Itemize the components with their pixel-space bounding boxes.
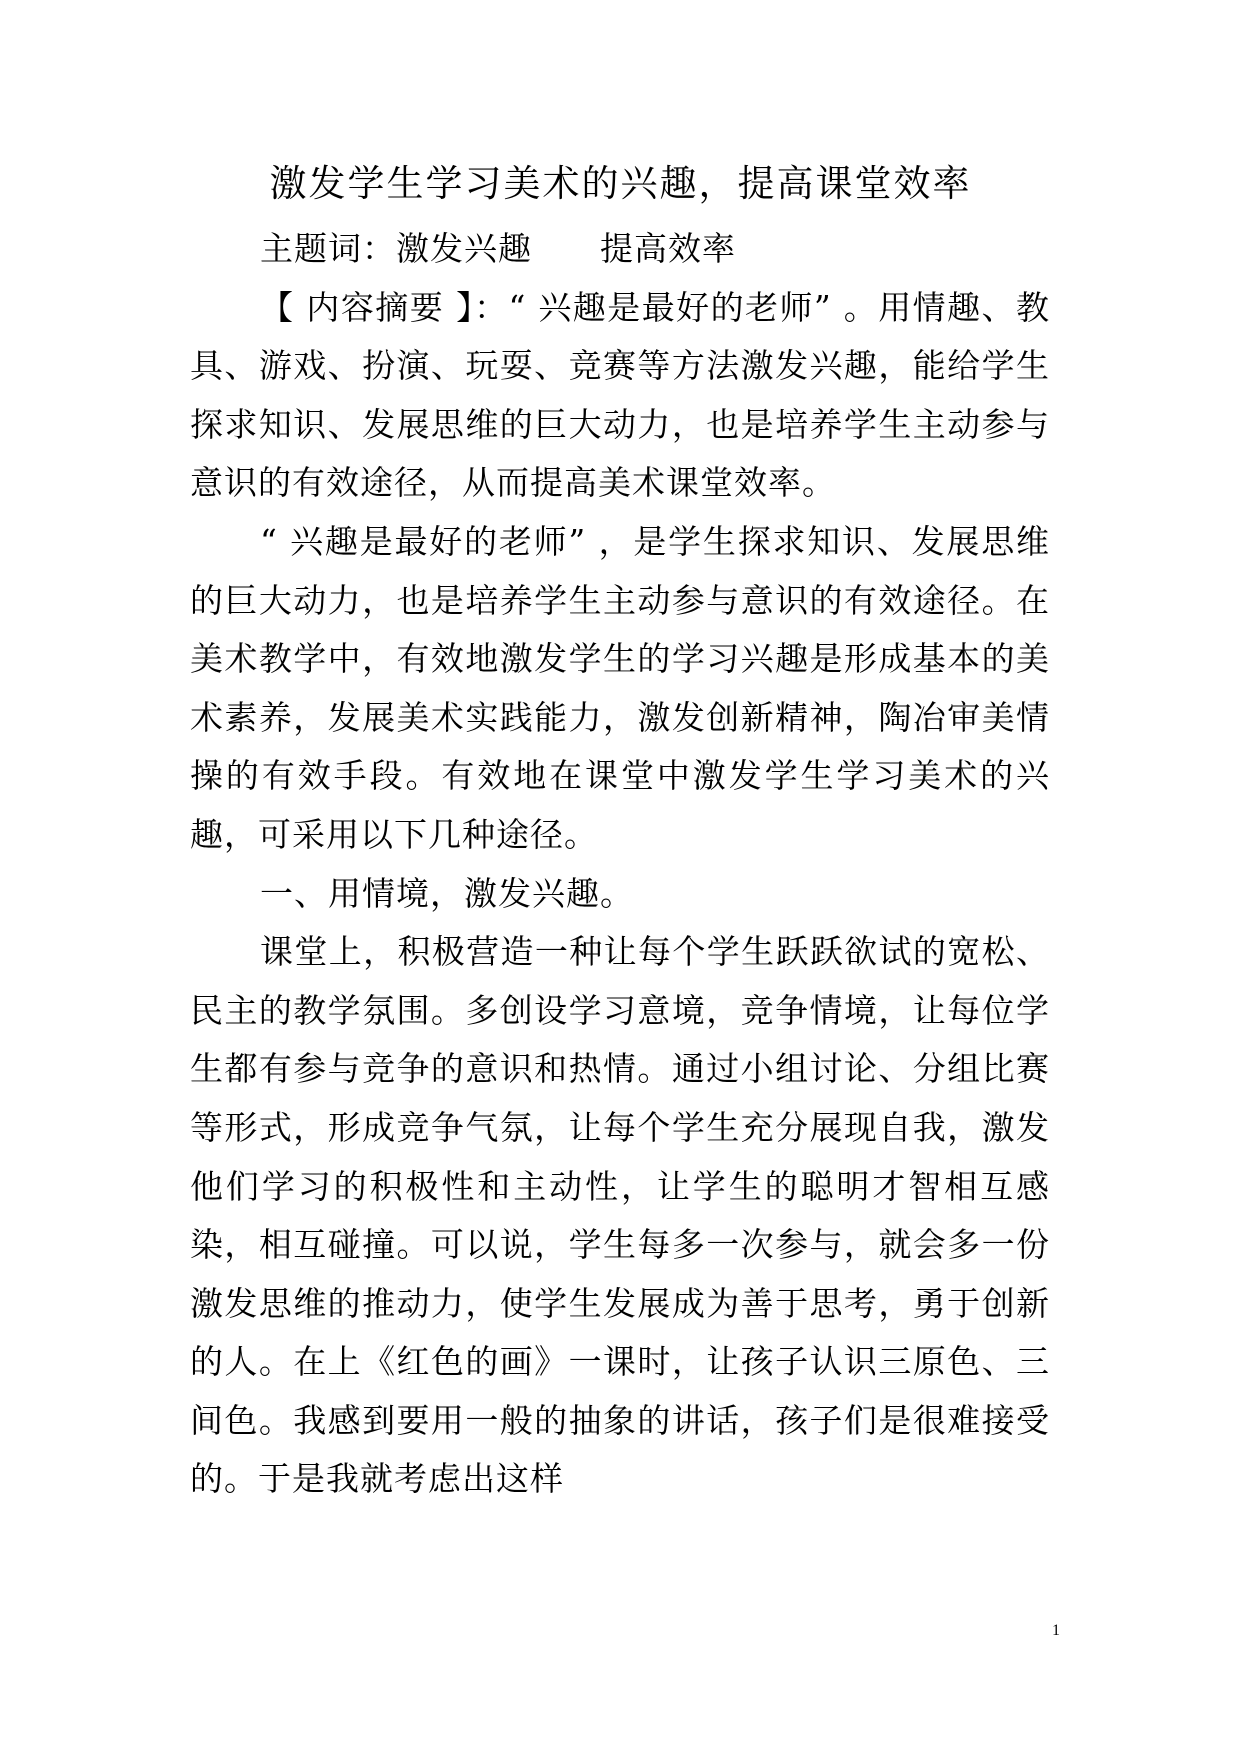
section-heading: 一、用情境，激发兴趣。 [260,873,634,913]
intro-paragraph: “ 兴趣是最好的老师” ，是学生探求知识、发展思维的巨大动力，也是培养学生主动参与意识的有效途径。在美术教学中，有效地激发学生的学习兴趣是形成基本的美术素养，发展美术实践能力，激发创新精神，陶冶审美情操的有效手段。有效地在课堂中激发学生学习美术的兴趣，可采用以下几种途径。 [190,521,1050,854]
document-body [190,220,1050,1509]
keywords-line: 主题词：激发兴趣 提高效率 [260,229,736,268]
page-number: 1 [1052,1622,1060,1639]
section-paragraph: 课堂上，积极营造一种让每个学生跃跃欲试的宽松、民主的教学氛围。多创设学习意境，竞争情境，让每位学生都有参与竞争的意识和热情。通过小组讨论、分组比赛等形式，形成竞争气氛，让每个学生充分展现自我，激发他们学习的积极性和主动性，让学生的聪明才智相互感染，相互碰撞。可以说，学生每多一次参与，就会多一份激发思维的推动力，使学生发展成为善于思考，勇于创新的人。在上《红色的画》一课时，让孩子认识三原色、三间色。我感到要用一般的抽象的讲话，孩子们是很难接受的。于是我就考虑出这样 [190,932,1050,1499]
abstract-paragraph: 【 内容摘要 】：“ 兴趣是最好的老师” 。用情趣、教具、游戏、扮演、玩耍、竞赛等方法激发兴趣，能给学生探求知识、发展思维的巨大动力，也是培养学生主动参与意识的有效途径，从而提高美术课堂效率。 [190,287,1050,503]
document-title: 激发学生学习美术的兴趣，提高课堂效率 [269,162,972,205]
